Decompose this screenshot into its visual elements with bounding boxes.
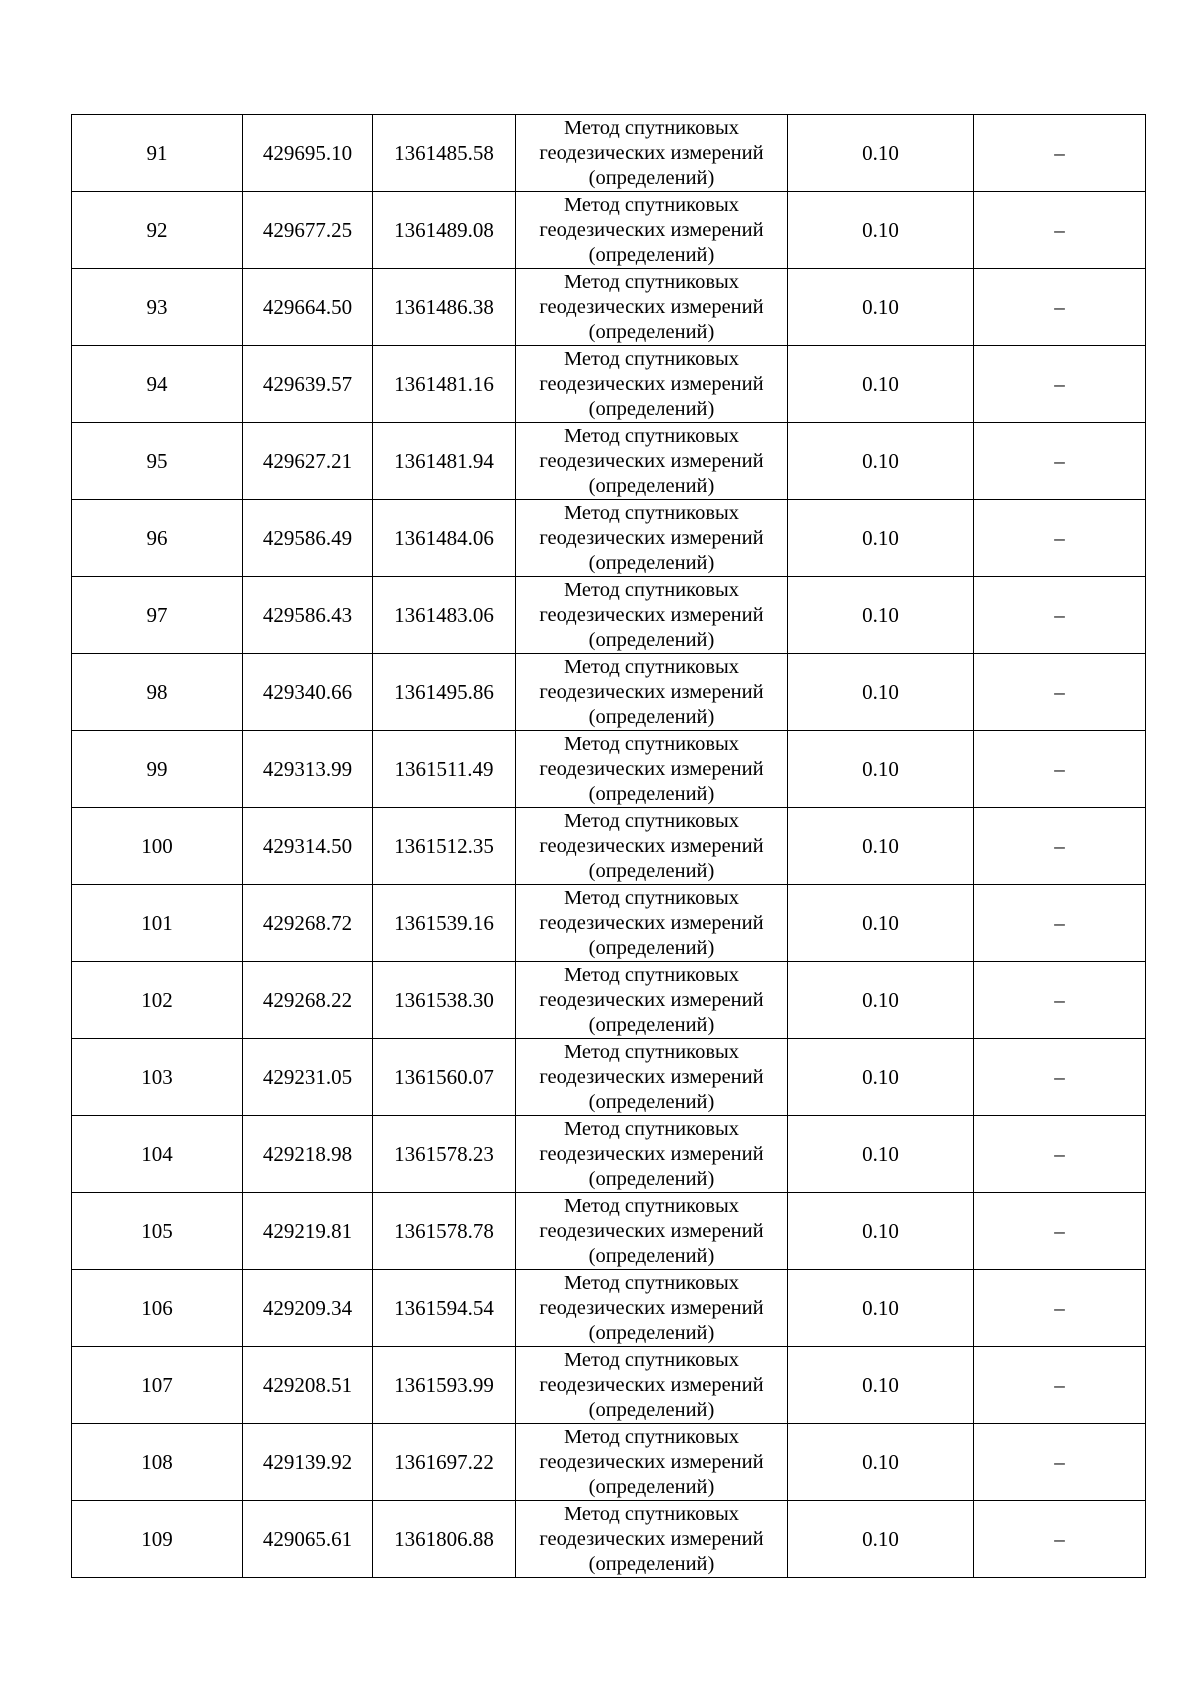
note-cell: –: [974, 500, 1146, 577]
point-number-cell: 105: [72, 1193, 243, 1270]
x-coordinate-cell: 429208.51: [243, 1347, 373, 1424]
x-coordinate-cell: 429219.81: [243, 1193, 373, 1270]
method-cell: [516, 115, 788, 192]
accuracy-cell: 0.10: [788, 885, 974, 962]
point-number-cell: 92: [72, 192, 243, 269]
x-coordinate-cell: 429065.61: [243, 1501, 373, 1578]
method-cell: [516, 962, 788, 1039]
y-coordinate-cell: 1361486.38: [373, 269, 516, 346]
method-line: Метод спутниковых: [563, 1348, 740, 1371]
note-cell: –: [974, 423, 1146, 500]
note-cell: –: [974, 346, 1146, 423]
x-coordinate-cell: 429268.72: [243, 885, 373, 962]
method-line: геодезических измерений: [539, 218, 764, 241]
point-number-cell: 93: [72, 269, 243, 346]
note-cell: –: [974, 1116, 1146, 1193]
method-cell: [516, 423, 788, 500]
x-coordinate-cell: 429231.05: [243, 1039, 373, 1116]
method-line: геодезических измерений: [539, 603, 764, 626]
table-row: [72, 577, 1146, 654]
point-number-cell: 95: [72, 423, 243, 500]
method-cell: [516, 808, 788, 885]
method-line: (определений): [588, 1244, 715, 1267]
x-coordinate-cell: 429639.57: [243, 346, 373, 423]
table-row: [72, 731, 1146, 808]
point-number-cell: 94: [72, 346, 243, 423]
note-cell: –: [974, 1039, 1146, 1116]
method-cell: [516, 346, 788, 423]
x-coordinate-cell: 429586.43: [243, 577, 373, 654]
method-line: Метод спутниковых: [563, 578, 740, 601]
table-row: [72, 423, 1146, 500]
coordinates-table-body: [72, 115, 1146, 1578]
y-coordinate-cell: 1361485.58: [373, 115, 516, 192]
x-coordinate-cell: 429218.98: [243, 1116, 373, 1193]
x-coordinate-cell: 429586.49: [243, 500, 373, 577]
note-cell: –: [974, 1424, 1146, 1501]
table-row: [72, 808, 1146, 885]
point-number-cell: 106: [72, 1270, 243, 1347]
table-row: [72, 1039, 1146, 1116]
coordinates-table: [71, 114, 1146, 1578]
point-number-cell: 97: [72, 577, 243, 654]
method-cell: [516, 1193, 788, 1270]
accuracy-cell: 0.10: [788, 731, 974, 808]
method-line: Метод спутниковых: [563, 1502, 740, 1525]
method-cell: [516, 654, 788, 731]
table-row: [72, 962, 1146, 1039]
point-number-cell: 91: [72, 115, 243, 192]
y-coordinate-cell: 1361538.30: [373, 962, 516, 1039]
note-cell: –: [974, 1270, 1146, 1347]
method-line: (определений): [588, 397, 715, 420]
y-coordinate-cell: 1361578.23: [373, 1116, 516, 1193]
method-line: геодезических измерений: [539, 1219, 764, 1242]
method-cell: [516, 269, 788, 346]
table-row: [72, 192, 1146, 269]
table-row: [72, 1193, 1146, 1270]
y-coordinate-cell: 1361697.22: [373, 1424, 516, 1501]
y-coordinate-cell: 1361806.88: [373, 1501, 516, 1578]
y-coordinate-cell: 1361481.94: [373, 423, 516, 500]
y-coordinate-cell: 1361594.54: [373, 1270, 516, 1347]
method-line: Метод спутниковых: [563, 1040, 740, 1063]
x-coordinate-cell: 429664.50: [243, 269, 373, 346]
note-cell: –: [974, 192, 1146, 269]
table-row: [72, 500, 1146, 577]
accuracy-cell: 0.10: [788, 1193, 974, 1270]
method-line: Метод спутниковых: [563, 501, 740, 524]
table-row: [72, 269, 1146, 346]
y-coordinate-cell: 1361481.16: [373, 346, 516, 423]
note-cell: –: [974, 577, 1146, 654]
x-coordinate-cell: 429627.21: [243, 423, 373, 500]
point-number-cell: 98: [72, 654, 243, 731]
point-number-cell: 108: [72, 1424, 243, 1501]
accuracy-cell: 0.10: [788, 500, 974, 577]
method-line: геодезических измерений: [539, 680, 764, 703]
point-number-cell: 100: [72, 808, 243, 885]
y-coordinate-cell: 1361483.06: [373, 577, 516, 654]
y-coordinate-cell: 1361539.16: [373, 885, 516, 962]
method-line: геодезических измерений: [539, 757, 764, 780]
method-line: геодезических измерений: [539, 1450, 764, 1473]
accuracy-cell: 0.10: [788, 115, 974, 192]
accuracy-cell: 0.10: [788, 269, 974, 346]
method-cell: [516, 500, 788, 577]
method-cell: [516, 577, 788, 654]
y-coordinate-cell: 1361578.78: [373, 1193, 516, 1270]
y-coordinate-cell: 1361495.86: [373, 654, 516, 731]
x-coordinate-cell: 429340.66: [243, 654, 373, 731]
method-line: (определений): [588, 782, 715, 805]
point-number-cell: 96: [72, 500, 243, 577]
point-number-cell: 101: [72, 885, 243, 962]
method-line: (определений): [588, 474, 715, 497]
note-cell: –: [974, 1193, 1146, 1270]
method-line: Метод спутниковых: [563, 1271, 740, 1294]
table-row: [72, 654, 1146, 731]
method-cell: [516, 731, 788, 808]
method-line: Метод спутниковых: [563, 1117, 740, 1140]
table-row: [72, 1116, 1146, 1193]
method-line: (определений): [588, 1167, 715, 1190]
table-row: [72, 1424, 1146, 1501]
point-number-cell: 104: [72, 1116, 243, 1193]
method-cell: [516, 192, 788, 269]
table-row: [72, 115, 1146, 192]
point-number-cell: 99: [72, 731, 243, 808]
table-row: [72, 1347, 1146, 1424]
point-number-cell: 103: [72, 1039, 243, 1116]
y-coordinate-cell: 1361489.08: [373, 192, 516, 269]
method-line: геодезических измерений: [539, 1065, 764, 1088]
accuracy-cell: 0.10: [788, 1039, 974, 1116]
method-line: (определений): [588, 1475, 715, 1498]
method-cell: [516, 1347, 788, 1424]
method-line: Метод спутниковых: [563, 655, 740, 678]
method-line: Метод спутниковых: [563, 347, 740, 370]
accuracy-cell: 0.10: [788, 1116, 974, 1193]
x-coordinate-cell: 429139.92: [243, 1424, 373, 1501]
method-line: геодезических измерений: [539, 1527, 764, 1550]
method-line: (определений): [588, 628, 715, 651]
method-line: Метод спутниковых: [563, 193, 740, 216]
y-coordinate-cell: 1361560.07: [373, 1039, 516, 1116]
method-line: геодезических измерений: [539, 526, 764, 549]
method-line: геодезических измерений: [539, 834, 764, 857]
method-line: (определений): [588, 166, 715, 189]
point-number-cell: 107: [72, 1347, 243, 1424]
method-line: (определений): [588, 705, 715, 728]
method-cell: [516, 885, 788, 962]
method-line: Метод спутниковых: [563, 886, 740, 909]
method-line: Метод спутниковых: [563, 116, 740, 139]
accuracy-cell: 0.10: [788, 346, 974, 423]
method-cell: [516, 1270, 788, 1347]
method-cell: [516, 1501, 788, 1578]
method-line: геодезических измерений: [539, 988, 764, 1011]
method-cell: [516, 1039, 788, 1116]
y-coordinate-cell: 1361511.49: [373, 731, 516, 808]
method-line: Метод спутниковых: [563, 270, 740, 293]
method-line: (определений): [588, 551, 715, 574]
note-cell: –: [974, 1501, 1146, 1578]
table-row: [72, 1501, 1146, 1578]
accuracy-cell: 0.10: [788, 1424, 974, 1501]
method-line: (определений): [588, 1090, 715, 1113]
point-number-cell: 109: [72, 1501, 243, 1578]
table-row: [72, 885, 1146, 962]
accuracy-cell: 0.10: [788, 1347, 974, 1424]
method-line: геодезических измерений: [539, 141, 764, 164]
method-line: Метод спутниковых: [563, 1425, 740, 1448]
note-cell: –: [974, 808, 1146, 885]
note-cell: –: [974, 269, 1146, 346]
method-line: Метод спутниковых: [563, 963, 740, 986]
accuracy-cell: 0.10: [788, 192, 974, 269]
method-line: геодезических измерений: [539, 449, 764, 472]
method-line: геодезических измерений: [539, 372, 764, 395]
method-line: геодезических измерений: [539, 1296, 764, 1319]
method-line: геодезических измерений: [539, 911, 764, 934]
x-coordinate-cell: 429268.22: [243, 962, 373, 1039]
method-cell: [516, 1116, 788, 1193]
table-row: [72, 346, 1146, 423]
method-line: Метод спутниковых: [563, 809, 740, 832]
table-row: [72, 1270, 1146, 1347]
note-cell: –: [974, 115, 1146, 192]
accuracy-cell: 0.10: [788, 423, 974, 500]
note-cell: –: [974, 731, 1146, 808]
accuracy-cell: 0.10: [788, 1270, 974, 1347]
accuracy-cell: 0.10: [788, 808, 974, 885]
y-coordinate-cell: 1361512.35: [373, 808, 516, 885]
method-line: (определений): [588, 936, 715, 959]
method-line: (определений): [588, 1398, 715, 1421]
method-line: геодезических измерений: [539, 1142, 764, 1165]
accuracy-cell: 0.10: [788, 577, 974, 654]
method-line: (определений): [588, 320, 715, 343]
x-coordinate-cell: 429677.25: [243, 192, 373, 269]
y-coordinate-cell: 1361593.99: [373, 1347, 516, 1424]
x-coordinate-cell: 429209.34: [243, 1270, 373, 1347]
accuracy-cell: 0.10: [788, 962, 974, 1039]
accuracy-cell: 0.10: [788, 654, 974, 731]
x-coordinate-cell: 429313.99: [243, 731, 373, 808]
note-cell: –: [974, 1347, 1146, 1424]
point-number-cell: 102: [72, 962, 243, 1039]
method-line: (определений): [588, 243, 715, 266]
method-line: (определений): [588, 1013, 715, 1036]
method-line: Метод спутниковых: [563, 1194, 740, 1217]
method-line: геодезических измерений: [539, 295, 764, 318]
x-coordinate-cell: 429314.50: [243, 808, 373, 885]
note-cell: –: [974, 654, 1146, 731]
method-line: геодезических измерений: [539, 1373, 764, 1396]
method-line: Метод спутниковых: [563, 424, 740, 447]
note-cell: –: [974, 885, 1146, 962]
method-line: Метод спутниковых: [563, 732, 740, 755]
x-coordinate-cell: 429695.10: [243, 115, 373, 192]
method-cell: [516, 1424, 788, 1501]
method-line: (определений): [588, 1321, 715, 1344]
method-line: (определений): [588, 1552, 715, 1575]
accuracy-cell: 0.10: [788, 1501, 974, 1578]
y-coordinate-cell: 1361484.06: [373, 500, 516, 577]
note-cell: –: [974, 962, 1146, 1039]
method-line: (определений): [588, 859, 715, 882]
